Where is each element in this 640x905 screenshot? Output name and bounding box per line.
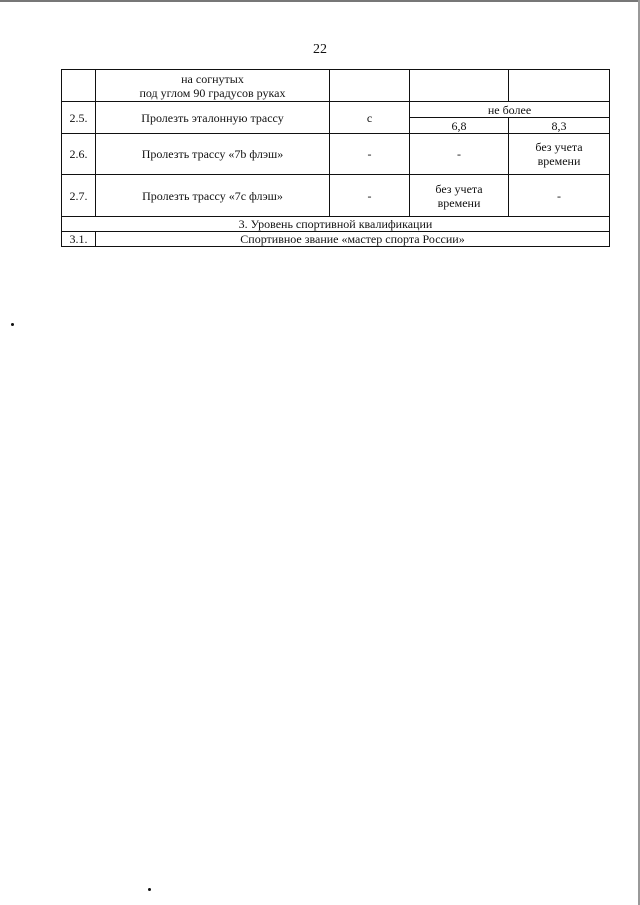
row-header-not-more: не более — [410, 102, 610, 118]
continuation-line-2: под углом 90 градусов руках — [139, 85, 286, 100]
scan-speck — [148, 888, 151, 891]
cell-exercise-continuation — [96, 70, 330, 102]
row-val1 — [410, 175, 509, 217]
table-row-2-7 — [62, 175, 610, 217]
cell-unit-empty — [330, 70, 410, 102]
table-row-3-1 — [62, 232, 610, 247]
row-val2 — [509, 134, 610, 175]
continuation-line-1: на согнутых — [181, 71, 244, 86]
row-val2-line-2: времени — [537, 154, 581, 168]
row-val1: - — [410, 134, 509, 175]
row-unit: - — [330, 175, 410, 217]
row-unit: - — [330, 134, 410, 175]
page-number: 22 — [313, 42, 327, 57]
row-number: 2.7. — [62, 175, 96, 217]
row-exercise: Пролезть трассу «7c флэш» — [96, 175, 330, 217]
cell-val1-empty — [410, 70, 509, 102]
row-val1-line-1: без учета — [435, 181, 483, 196]
table-row-2-5 — [62, 102, 610, 118]
row-val1-line-2: времени — [437, 195, 481, 210]
row-number: 2.5. — [62, 102, 96, 134]
row-val2: 8,3 — [509, 118, 610, 134]
scan-speck — [11, 323, 14, 326]
row-number: 3.1. — [62, 232, 96, 247]
row-unit: с — [330, 102, 410, 134]
row-exercise: Пролезть эталонную трассу — [96, 102, 330, 134]
table-row-continuation — [62, 70, 610, 102]
row-exercise: Пролезть трассу «7b флэш» — [96, 134, 330, 175]
row-val2-line-1: без учета — [535, 140, 583, 154]
table-row-section-3 — [62, 217, 610, 232]
section-title: 3. Уровень спортивной квалификации — [62, 217, 610, 232]
table-row-2-6 — [62, 134, 610, 175]
standards-table — [61, 69, 610, 247]
cell-val2-empty — [509, 70, 610, 102]
row-val1: 6,8 — [410, 118, 509, 134]
row-qualification: Спортивное звание «мастер спорта России» — [96, 232, 610, 247]
page-edge-top — [0, 0, 640, 2]
row-val2: - — [509, 175, 610, 217]
row-number: 2.6. — [62, 134, 96, 175]
cell-num-empty — [62, 70, 96, 102]
